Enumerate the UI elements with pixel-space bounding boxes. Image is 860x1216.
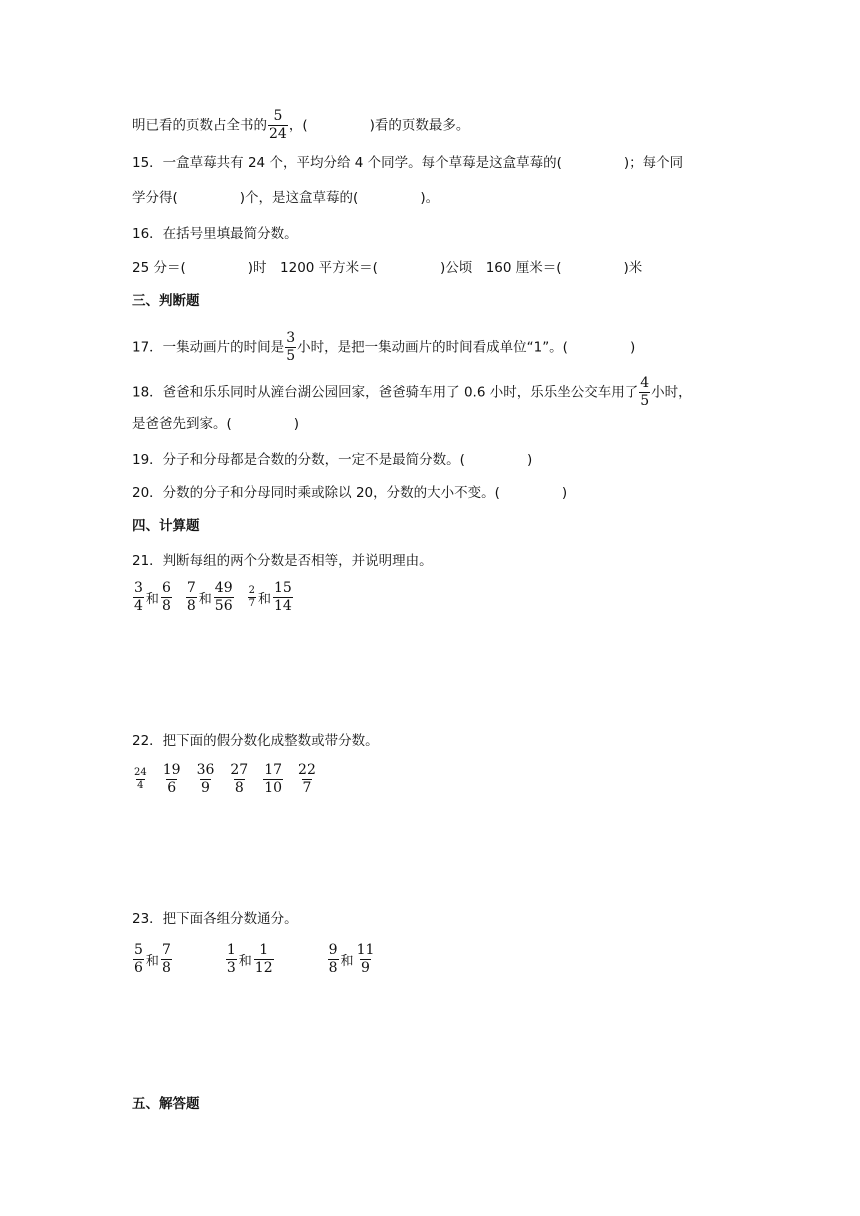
fraction	[285, 330, 296, 365]
numerator: 5	[273, 108, 283, 124]
numerator: 11	[356, 942, 375, 958]
fraction	[161, 942, 172, 977]
q18-text: )	[293, 416, 300, 432]
denominator: 6	[167, 780, 177, 796]
q14-text: 明已看的页数占全书的	[132, 117, 267, 134]
section-heading-word-problems: 五、解答题	[132, 1096, 200, 1112]
fraction	[214, 580, 234, 615]
numerator: 24	[134, 767, 147, 778]
q15-line-1	[132, 153, 683, 173]
q15-text: 学分得(	[132, 190, 178, 206]
denominator: 24	[269, 126, 287, 142]
numerator: 1	[259, 942, 269, 958]
denominator: 12	[254, 960, 273, 976]
q16-text: 25 分＝(	[132, 260, 186, 276]
fraction	[268, 108, 288, 143]
denominator: 6	[134, 960, 143, 976]
denominator: 9	[361, 960, 370, 976]
q22-prompt: 22．把下面的假分数化成整数或带分数。	[132, 733, 379, 749]
denominator: 3	[226, 960, 236, 976]
q20-text: )	[561, 485, 568, 501]
q15-text: 15．一盒草莓共有 24 个，平均分给 4 个同学。每个草莓是这盒草莓的(	[132, 155, 562, 171]
conjunction: 和	[238, 954, 252, 969]
fraction	[263, 762, 283, 797]
conjunction: 和	[198, 592, 212, 607]
numerator: 27	[230, 762, 249, 778]
denominator: 7	[248, 598, 255, 609]
q20	[132, 483, 567, 503]
q22-fractions	[132, 762, 318, 797]
numerator: 15	[274, 580, 292, 596]
fraction	[297, 762, 317, 797]
q21-prompt: 21．判断每组的两个分数是否相等，并说明理由。	[132, 553, 433, 569]
denominator: 5	[286, 348, 296, 364]
numerator: 1	[226, 942, 236, 958]
fraction	[328, 942, 339, 977]
numerator: 36	[196, 762, 215, 778]
numerator: 4	[640, 375, 650, 391]
q15-text: )。	[420, 190, 440, 206]
q19-text: )	[526, 452, 533, 468]
q15-text: )；每个同	[623, 155, 684, 171]
denominator: 56	[214, 598, 233, 614]
fraction	[639, 375, 650, 410]
numerator: 9	[328, 942, 338, 958]
fraction	[162, 762, 182, 797]
numerator: 22	[298, 762, 316, 778]
numerator: 2	[248, 585, 255, 596]
q18-line-2	[132, 414, 299, 434]
q18-text: 18．爸爸和乐乐同时从滻台湖公园回家，爸爸骑车用了 0.6 小时，乐乐坐公交车用了	[132, 384, 639, 401]
fraction	[186, 580, 197, 615]
numerator: 17	[264, 762, 283, 778]
denominator: 8	[161, 598, 171, 614]
q23-prompt: 23．把下面各组分数通分。	[132, 911, 298, 927]
numerator: 3	[286, 330, 296, 346]
q16-conversions	[132, 258, 642, 278]
section-heading-calculation: 四、计算题	[132, 518, 200, 534]
q14-text: )看的页数最多。	[369, 117, 470, 134]
conjunction: 和	[145, 954, 159, 969]
fraction	[229, 762, 249, 797]
denominator: 5	[640, 393, 650, 409]
fraction	[133, 767, 148, 792]
q18-text: 是爸爸先到家。(	[132, 416, 232, 432]
q15-text: )个，是这盒草莓的(	[239, 190, 359, 206]
denominator: 8	[234, 780, 244, 796]
section-heading-judgement: 三、判断题	[132, 293, 200, 309]
denominator: 4	[137, 780, 144, 791]
fraction	[254, 942, 274, 977]
fraction	[273, 580, 293, 615]
conjunction: 和	[145, 592, 159, 607]
q15-line-2	[132, 188, 439, 208]
denominator: 8	[186, 598, 196, 614]
q16-text: )米	[623, 260, 643, 276]
denominator: 4	[134, 598, 143, 614]
q14-text: ，(	[288, 117, 308, 134]
q16-text: )时 1200 平方米＝(	[247, 260, 378, 276]
numerator: 19	[162, 762, 181, 778]
q20-text: 20．分数的分子和分母同时乘或除以 20，分数的大小不变。(	[132, 485, 500, 501]
fraction	[161, 580, 172, 615]
q21-fraction-pairs	[132, 580, 294, 615]
q14-continuation	[132, 108, 469, 143]
denominator: 9	[201, 780, 210, 796]
q19	[132, 450, 532, 470]
numerator: 7	[186, 580, 196, 596]
denominator: 14	[274, 598, 292, 614]
denominator: 8	[328, 960, 338, 976]
q16-text: )公顷 160 厘米＝(	[439, 260, 562, 276]
numerator: 49	[214, 580, 233, 596]
q17-text: 17．一集动画片的时间是	[132, 339, 285, 356]
fraction	[133, 580, 144, 615]
fraction	[248, 585, 256, 610]
numerator: 3	[134, 580, 143, 596]
numerator: 7	[161, 942, 171, 958]
fraction	[226, 942, 237, 977]
q17-text: 小时，是把一集动画片的时间看成单位“1”。(	[297, 339, 568, 356]
q17-text: )	[629, 339, 636, 356]
denominator: 7	[302, 780, 312, 796]
numerator: 6	[161, 580, 171, 596]
q19-text: 19．分子和分母都是合数的分数，一定不是最简分数。(	[132, 452, 465, 468]
conjunction: 和	[340, 954, 354, 969]
fraction	[133, 942, 144, 977]
denominator: 10	[264, 780, 283, 796]
numerator: 5	[134, 942, 143, 958]
conjunction: 和	[258, 592, 272, 607]
q18-line-1	[132, 375, 692, 410]
fraction	[196, 762, 216, 797]
q18-text: 小时，	[651, 384, 692, 401]
q17	[132, 330, 635, 365]
fraction	[356, 942, 376, 977]
q16-prompt: 16．在括号里填最简分数。	[132, 226, 298, 242]
q23-fraction-pairs	[132, 942, 376, 977]
denominator: 8	[161, 960, 171, 976]
